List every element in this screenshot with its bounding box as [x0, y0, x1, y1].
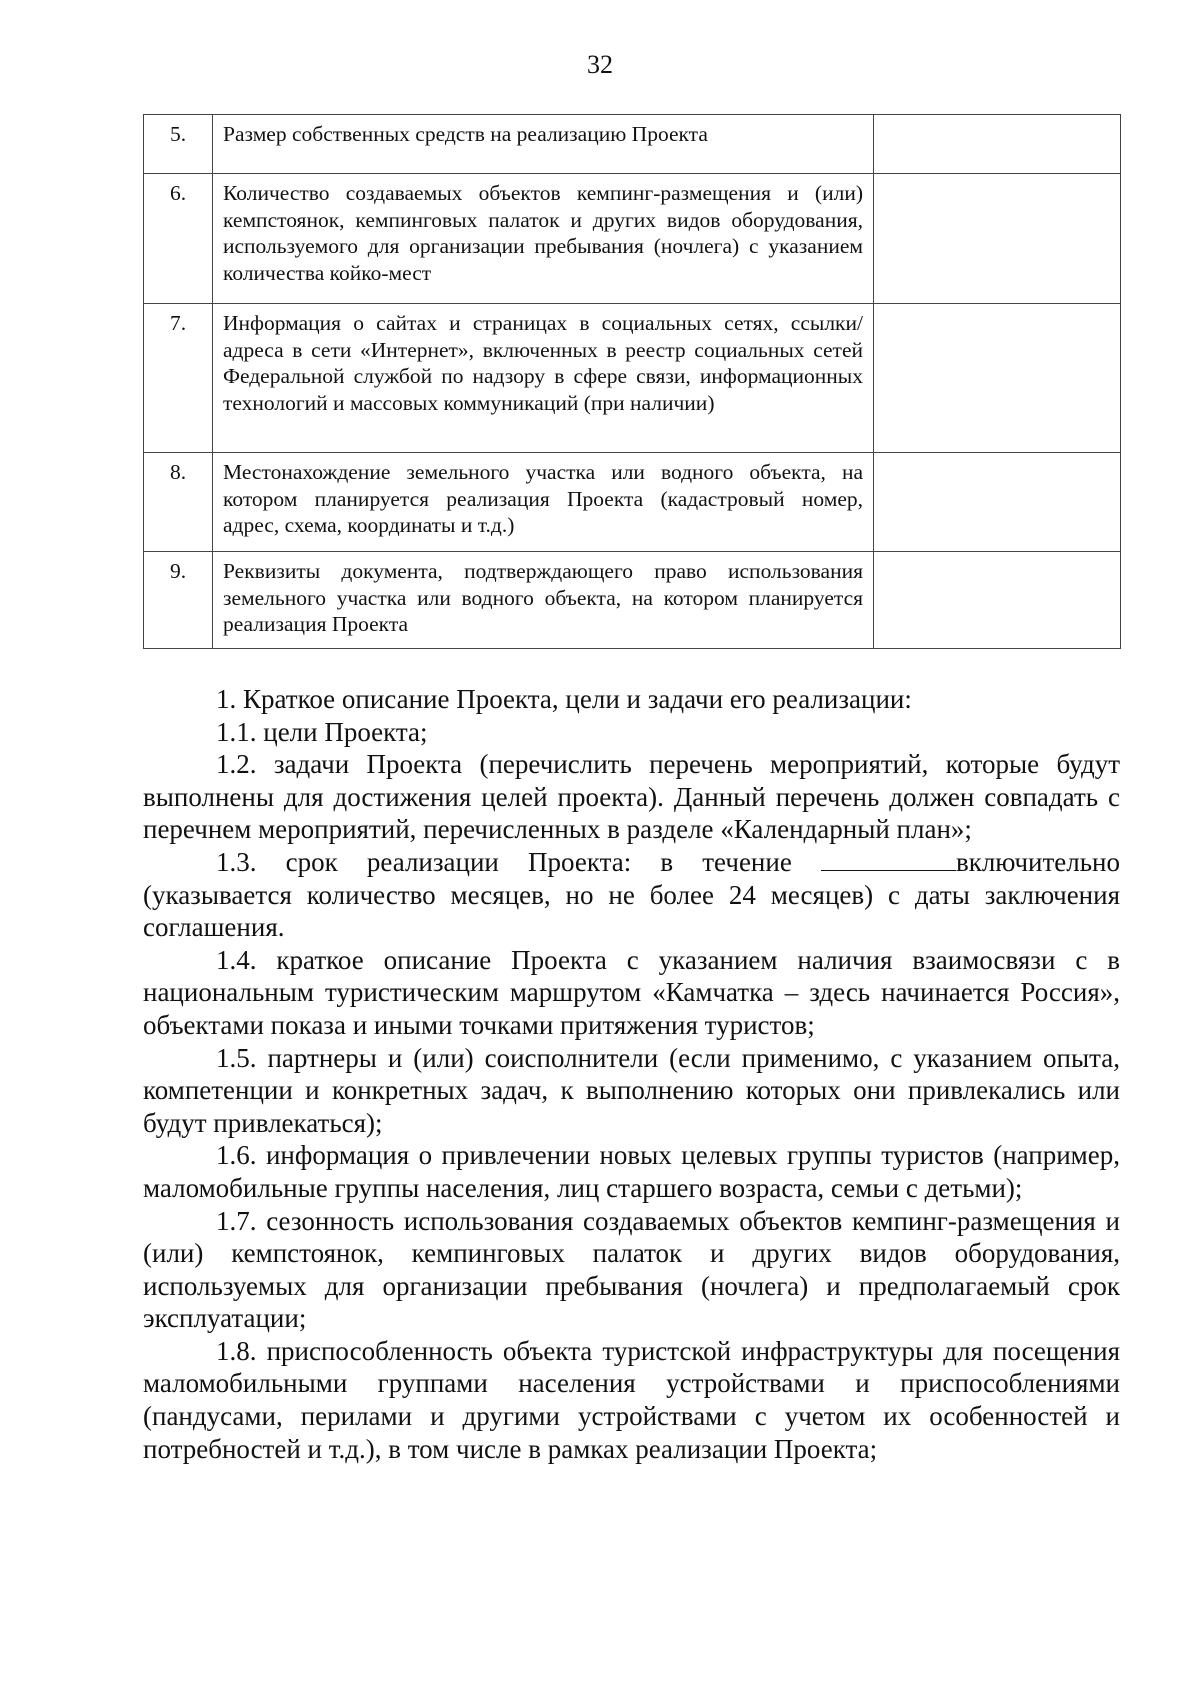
row-value-cell[interactable] [874, 453, 1121, 552]
row-number: 7. [144, 304, 213, 453]
row-value-cell[interactable] [874, 115, 1121, 174]
row-number: 8. [144, 453, 213, 552]
table-row [144, 453, 1121, 552]
row-description: Реквизиты документа, подтверждающего право использования земельного участка или водного объекта, на котором планируется реализация Проекта [213, 552, 874, 649]
row-value-cell[interactable] [874, 552, 1121, 649]
fill-in-blank[interactable] [821, 848, 956, 871]
row-number: 9. [144, 552, 213, 649]
list-item: 1.5. партнеры и (или) соисполнители (если применимо, с указанием опыта, компетенции и конкретных задач, к выполнению которых они привлекались или будут привлекаться); [143, 1042, 1120, 1138]
row-number: 5. [144, 115, 213, 174]
list-item: 1.1. цели Проекта; [216, 716, 428, 747]
project-info-table [143, 114, 1121, 649]
list-item: 1.8. приспособленность объекта туристской инфраструктуры для посещения маломобильными группами населения устройствами и приспособлениями (пандусами, перилами и другими устройствами с учетом их особенностей и потребностей и т.д.), в том числе в рамках реализации Проекта; [143, 1335, 1120, 1464]
list-item-text: включительно (указывается количество месяцев, но не более 24 месяцев) с даты заключения соглашения. [143, 846, 1120, 943]
list-item-text: 1.3. срок реализации Проекта: в течение [216, 846, 821, 877]
document-body [143, 683, 1120, 1465]
table-row [144, 552, 1121, 649]
row-value-cell[interactable] [874, 304, 1121, 453]
list-item: 1.6. информация о привлечении новых целевых группы туристов (например, маломобильные группы населения, лиц старшего возраста, семьи с детьми); [143, 1140, 1120, 1203]
row-description: Размер собственных средств на реализацию Проекта [213, 115, 874, 174]
list-item [143, 846, 1120, 944]
list-item: 1.7. сезонность использования создаваемых объектов кемпинг-размещения и (или) кемпстоянок, кемпинговых палаток и других видов оборудования, используемых для организации пребывания (ночлега) и предполагаемый срок эксплуатации; [143, 1205, 1120, 1334]
row-value-cell[interactable] [874, 174, 1121, 304]
list-item: 1.4. краткое описание Проекта с указанием наличия взаимосвязи с в национальным туристическим маршрутом «Камчатка – здесь начинается Россия», объектами показа и иными точками притяжения туристов; [143, 944, 1120, 1040]
row-description: Информация о сайтах и страницах в социальных сетях, ссылки/адреса в сети «Интернет», включенных в реестр социальных сетей Федеральной службой по надзору в сфере связи, информационных технологий и массовых коммуникаций (при наличии) [213, 304, 874, 453]
row-number: 6. [144, 174, 213, 304]
page-number: 32 [587, 50, 613, 79]
row-description: Количество создаваемых объектов кемпинг-размещения и (или) кемпстоянок, кемпинговых палаток и других видов оборудования, используемого для организации пребывания (ночлега) с указанием количества койко-мест [213, 174, 874, 304]
table-row [144, 304, 1121, 453]
table-row [144, 115, 1121, 174]
table-row [144, 174, 1121, 304]
row-description: Местонахождение земельного участка или водного объекта, на котором планируется реализация Проекта (кадастровый номер, адрес, схема, координаты и т.д.) [213, 453, 874, 552]
list-item: 1.2. задачи Проекта (перечислить перечень мероприятий, которые будут выполнены для достижения целей проекта). Данный перечень должен совпадать с перечнем мероприятий, перечисленных в разделе «Календарный план»; [143, 749, 1120, 845]
section-heading: 1. Краткое описание Проекта, цели и задачи его реализации: [216, 684, 912, 714]
